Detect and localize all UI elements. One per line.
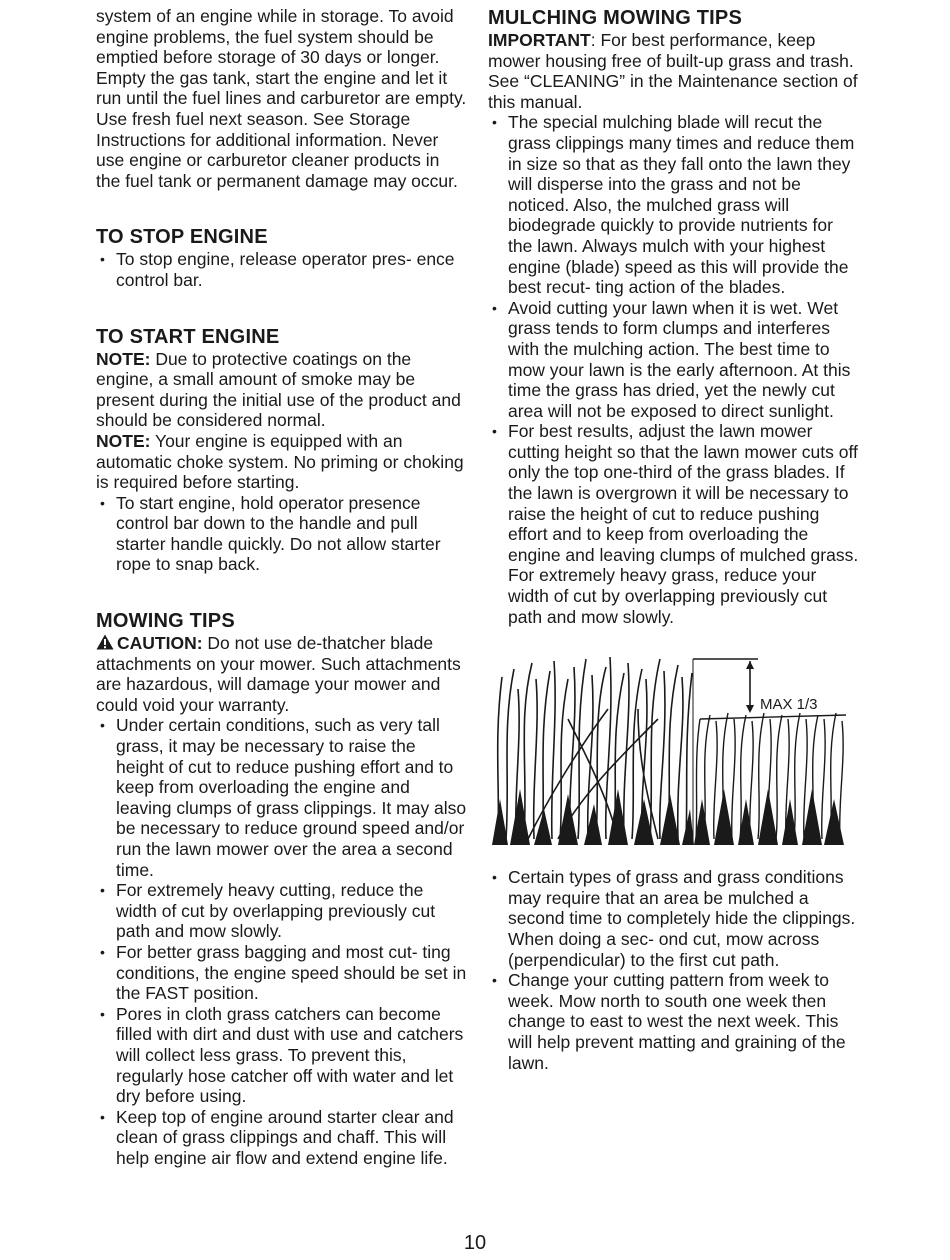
caution-text: Do not use de-thatcher blade attachments on your mower. Such attachments are hazardous, will damage your mower and could void your warranty. — [96, 633, 461, 715]
important-paragraph — [488, 30, 860, 112]
list-item: • For extremely heavy cutting, reduce the width of cut by overlapping previously cut path and mow slowly. — [96, 880, 468, 942]
note-text: Due to protective coatings on the engine, a small amount of smoke may be present during the initial use of the product and should be considered normal. — [96, 348, 461, 431]
note-choke — [96, 431, 468, 493]
caution-label: CAUTION: — [117, 633, 203, 654]
note-label: NOTE: — [96, 430, 151, 451]
list-item: • To start engine, hold operator presence control bar down to the handle and pull starter handle quickly. Do not allow starter rope to snap back. — [96, 493, 468, 575]
list-item: • Certain types of grass and grass conditions may require that an area be mulched a second time to completely hide the clippings. When doing a sec- ond cut, mow across (perpendicular) to the first cut path. — [488, 867, 860, 970]
grass-blades-icon — [488, 649, 860, 845]
important-label: IMPORTANT — [488, 30, 591, 50]
mowing-tips-list — [96, 715, 468, 1168]
right-column — [488, 6, 860, 1073]
stop-engine-list — [96, 249, 468, 290]
mulching-tips-list-continued — [488, 867, 860, 1073]
list-item: • Avoid cutting your lawn when it is wet. Wet grass tends to form clumps and interferes with the mulching action. The best time to mow your lawn is the early afternoon. At this time the grass has dried, yet the newly cut area will not be exposed to direct sunlight. — [488, 298, 860, 422]
list-item: • For best results, adjust the lawn mower cutting height so that the lawn mower cuts off only the top one-third of the grass blades. If the lawn is overgrown it will be necessary to raise the height of cut to reduce pushing effort and to keep from overloading the engine and leaving clumps of mulched grass. For extremely heavy grass, reduce your width of cut by overlapping previously cut path and mow slowly. — [488, 421, 860, 627]
page-number: 10 — [463, 1232, 487, 1254]
note-label: NOTE: — [96, 348, 151, 369]
list-item: • Pores in cloth grass catchers can become filled with dirt and dust with use and catchers will collect less grass. To prevent this, regularly hose catcher off with water and let dry before using. — [96, 1004, 468, 1107]
note-smoke — [96, 349, 468, 431]
list-item: • To stop engine, release operator pres- ence control bar. — [96, 249, 468, 290]
start-engine-list — [96, 493, 468, 575]
list-item: • The special mulching blade will recut the grass clippings many times and reduce them in size so that as they fall onto the lawn they will disperse into the grass and not be noticed. Also, the mulched grass will biodegrade quickly to provide nutrients for the lawn. Always mulch with your highest engine (blade) speed as this will provide the best recut- ting action of the blades. — [488, 112, 860, 297]
stop-engine-heading: TO STOP ENGINE — [96, 226, 268, 249]
list-item: • Under certain conditions, such as very tall grass, it may be necessary to raise the height of cut to reduce pushing effort and to keep from overloading the engine and leaving clumps of grass clippings. It may also be necessary to reduce ground speed and/or run the lawn mower over the area a second time. — [96, 715, 468, 880]
storage-paragraph: system of an engine while in storage. To avoid engine problems, the fuel system should be emptied before storage of 30 days or longer. Empty the gas tank, start the engine and let it run until the fuel lines and carburetor are empty. Use fresh fuel next season. See Storage Instructions for additional information. Never use engine or carburetor cleaner products in the fuel tank or permanent damage may occur. — [96, 6, 467, 191]
mulching-tips-heading: MULCHING MOWING TIPS — [488, 7, 742, 29]
start-engine-heading: TO START ENGINE — [96, 325, 280, 348]
warning-triangle-icon — [96, 634, 114, 650]
list-item: • For better grass bagging and most cut- ting conditions, the engine speed should be set in the FAST position. — [96, 942, 468, 1004]
left-column — [96, 6, 468, 1169]
mowing-tips-heading: MOWING TIPS — [96, 610, 235, 633]
grass-height-illustration — [488, 649, 860, 845]
important-text: : For best performance, keep mower housing free of built-up grass and trash. See “CLEANING” in the Maintenance section of this manual. — [488, 30, 858, 112]
max-cut-label: MAX 1/3 — [760, 696, 818, 714]
list-item: • Change your cutting pattern from week to week. Mow north to south one week then change to east to west the next week. This will help prevent matting and graining of the lawn. — [488, 970, 860, 1073]
caution-paragraph — [96, 633, 468, 715]
list-item: • Keep top of engine around starter clear and clean of grass clippings and chaff. This will help engine air flow and extend engine life. — [96, 1107, 468, 1169]
mulching-tips-list — [488, 112, 860, 627]
note-text: Your engine is equipped with an automatic choke system. No priming or choking is required before starting. — [96, 430, 464, 493]
